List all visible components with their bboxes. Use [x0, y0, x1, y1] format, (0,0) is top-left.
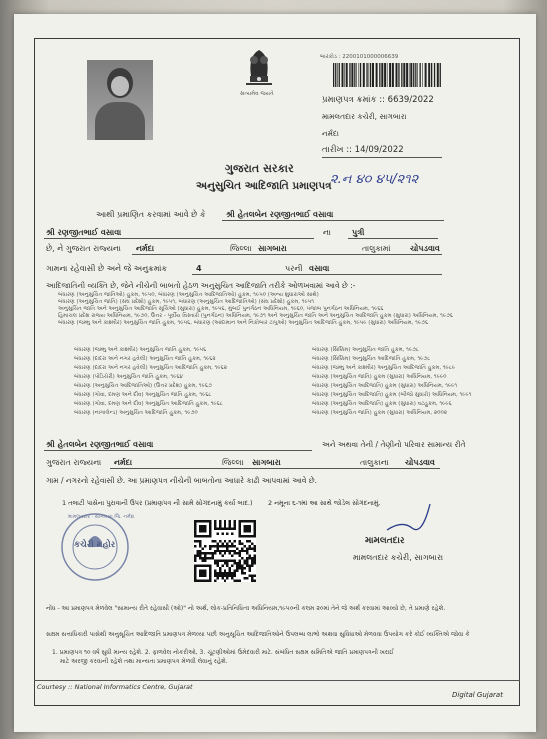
residence-taluka-label: તાલુકાના	[360, 458, 389, 467]
order-item: બંધારણ (અનુસુચિત જાતિ) (સંઘ પ્રદેશો) હુકમ, ૧૯૫૧, બંધારણ (અનુસુચિત આદિજાતિઓ) (સંઘ પ્રદેશો) હુકમ, ૧૯૫૧	[58, 299, 315, 305]
entry-mid: પરની	[285, 264, 303, 273]
basis-item-2: 2 નમૂના ૬-૧માં આ સાથે જોડેલ સોગંદનામું.	[268, 499, 381, 507]
issuing-office: મામલતદાર કચેરી, સાગબારા	[322, 112, 407, 121]
order-item: બંધારણ (ગોવા, દમણ અને દીવ) અનુસુચિત જાતિ હુકમ, ૧૯૬૮	[74, 392, 212, 398]
declared-line: આદિજાતિની વ્યક્તિ છે, જેને નીચેની બાબતો હેઠળ અનુસુચિત આદિજાતિ તરીકે ઓળખવામાં આવે છે :-	[46, 281, 356, 290]
residence-taluka: સાગબારા	[252, 458, 281, 467]
footer-divider	[34, 680, 520, 681]
photo-body	[95, 102, 145, 140]
order-item: બંધારણ (દાદરા અને નગર હવેલી) અનુસુચિત આદિજાતિ હુકમ, ૧૯૬૨	[74, 365, 227, 371]
order-item: બંધારણ (અનુસુચિત આદિજાતિ) હુકમ (સુધારા) વટહુકમ, ૧૯૯૬	[312, 401, 452, 407]
barcode-icon	[333, 63, 443, 87]
barcode-number: બારકોડ : 2200101000006639	[320, 54, 399, 60]
residence-state-prefix: ગુજરાત રાજ્યના	[46, 458, 102, 467]
taluka-value: સાગબારા	[258, 244, 287, 253]
note-3: 1. પ્રમાણપત્ર ૧૦ વર્ષ સુધી માન્ય રહેશે. 2. ફાળવેલ નોકરીઓ, 3. ચૂંટણીઓમાં ઉમેદવારી માટે. સંબંધિત સક્ષમ સમિતિએ જાતિ પ્રમાણપત્રની ખરાઈ	[52, 649, 394, 656]
entry-number: 4	[196, 264, 202, 273]
state-underline	[132, 254, 442, 255]
photo-face	[111, 76, 129, 96]
district-label: જિલ્લા	[230, 244, 252, 253]
district-name: નર્મદા	[322, 129, 339, 138]
order-item: હિમાચલ પ્રદેશ રાજ્ય અધિનિયમ, ૧૯૭૦, ઉત્તર - પૂર્વીય વિસ્તારો (પુનર્ગઠન) અધિનિયમ, ૧૯૭૧ અને અનુસુચિત જાતિ અને અનુસુચિત આદિજાતિ હુકમ (સુધારા) અધિનિયમ, ૧૯૭૬	[58, 313, 454, 319]
entry-underline	[192, 274, 442, 275]
note-1: નોંધ - આ પ્રમાણપત્ર મેળવેલ "સામાન્ય રીતે રહેવાસી (ઓ)" નો અર્થ, લોક-પ્રતિનિધિત્વ અધિનિયમ,૧૯૫૦ની કલમ ૨૦માં તેને જે અર્થ કરવામાં આવ્યો છે, તે પ્રમાણે રહેશે.	[46, 605, 446, 612]
father-underline	[44, 238, 314, 239]
residence-closing: ગામ / નગરનો રહેવાસી છે. આ પ્રમાણપત્ર નીચેની બાબતોના આધારે કાઢી આપવામાં આવે છે.	[46, 476, 318, 485]
order-item: બંધારણ (પોંડિચેરી) અનુસુચિત જાતિ હુકમ, ૧૯૬૪	[74, 374, 183, 380]
order-item: બંધારણ (સિક્કિમ) અનુસુચિત જાતિ હુકમ, ૧૯૭૮	[312, 347, 419, 353]
stamp-ring-text: મામલતદાર · સાગબારા જિ. નર્મદા	[68, 514, 135, 520]
issue-date: તારીખ :: 14/09/2022	[322, 145, 404, 155]
order-item: બંધારણ (ગોવા, દમણ અને દીવ) અનુસુચિત આદિજાતિ હુકમ, ૧૯૬૮	[74, 401, 223, 407]
order-item: બંધારણ (અનુસુચિત જાતિ) હુકમ (સુધારા) અધિનિયમ, ૨૦૦૨	[312, 410, 447, 416]
state-district: નર્મદા	[136, 244, 155, 253]
orders-top-list	[58, 292, 498, 327]
order-item: બંધારણ (નાગાલેન્ડ) અનુસુચિત આદિજાતિ હુકમ, ૧૯૭૦	[74, 410, 198, 416]
relation-underline	[348, 238, 438, 239]
holder-underline	[222, 220, 444, 221]
signature-scribble: ૨.ન ૪૦ ૪૫/૨૧૨	[330, 172, 419, 187]
residence-district: નર્મદા	[114, 458, 133, 467]
order-item: બંધારણ (અનુસુચિત આદિજાતિઓ) (ઉત્તર પ્રદેશ) હુકમ, ૧૯૬૭	[74, 383, 212, 389]
order-item: બંધારણ (અનુસુચિત આદિજાતિ) હુકમ (સુધારા) અધિનિયમ, ૧૯૯૧	[312, 383, 458, 389]
orders-right-list	[312, 346, 512, 418]
taluka-label: તાલુકામાં	[362, 244, 391, 253]
order-item: બંધારણ (જમ્મુ અને કાશ્મીર) અનુસુચિત જાતિ હુકમ, ૧૯૫૬	[74, 347, 207, 353]
government-title: ગુજરાત સરકાર	[225, 162, 294, 175]
residence-name: શ્રી હેતલબેન રણજીતભાઈ વસાવા	[46, 440, 154, 449]
tribe-name: વસાવા	[309, 264, 330, 273]
residence-name-underline	[44, 450, 312, 451]
order-item: બંધારણ (અનુસુચિત આદિજાતિ) હુકમ (બીજો સુધારો) અધિનિયમ, ૧૯૯૧	[312, 392, 472, 398]
order-item: બંધારણ (જમ્મુ અને કાશ્મીર) અનુસુચિત જાતિ હુકમ, ૧૯૫૬, બંધારણ (આંદામાન અને નિકોબાર ટાપુઓ) અનુસુચિત આદિજાતિ હુકમ, ૧૯૫૯ (સુધારા) અધિનિયમ, ૧૯૭૬	[58, 320, 429, 326]
order-item: અનુસુચિત જાતિ અને અનુસુચિત આદિજાતિ સૂચિઓ (સુધારા) હુકમ, ૧૯૫૬, મુંબઈ પુનર્ગઠન અધિનિયમ, ૧૯૬૦, પંજાબ પુનર્ગઠન અધિનિયમ, ૧૯૬૬	[58, 306, 384, 312]
note-4: માટે અરજી કરવાની રહેશે તથા માન્યતા પ્રમાણપત્ર મેળવી લેવાનું રહેશે.	[60, 658, 228, 665]
stamp-office: કચેરી મહોર	[74, 540, 116, 550]
basis-item-1: 1 તલાટી પાસેના પુરાવાની ઉપર (પ્રમાણપત્ર ની સામે સોગંદનામું કર્યા બાદ.)	[62, 499, 253, 507]
relation: પુત્રી	[352, 228, 365, 237]
certificate-title: અનુસુચિત આદિજાતિ પ્રમાણપત્ર	[196, 180, 332, 192]
footer-brand: Digital Gujarat	[452, 691, 503, 699]
residence-and-family: અને અથવા તેની / તેણીનો પરિવાર સામાન્ય રીતે	[322, 440, 466, 449]
state-prefix: છે, ને ગુજરાત રાજ્યના	[46, 244, 121, 253]
order-item: બંધારણ (દાદરા અને નગર હવેલી) અનુસુચિત જાતિ હુકમ, ૧૯૬૨	[74, 356, 216, 362]
signature-icon	[382, 500, 432, 540]
order-item: બંધારણ (જમ્મુ અને કાશ્મીર) અનુસુચિત આદિજાતિ હુકમ, ૧૯૮૯	[312, 365, 456, 371]
orders-left-list	[74, 346, 274, 418]
certify-intro: આથી પ્રમાણિત કરવામાં આવે છે કે	[96, 210, 206, 219]
date-underline	[322, 157, 442, 158]
holder-name: શ્રી હેતલબેન રણજીતભાઈ વસાવા	[226, 210, 334, 219]
residence-district-label: જિલ્લા	[222, 458, 244, 467]
note-2: સક્ષમ સત્તાધિકારી પાસેથી અનુસૂચિત આદિજાતિ પ્રમાણપત્ર મેળવ્યા પછી અનુસૂચિત આદિજાતિઓને ઉપલબ્ધ લાભો અથવા સુવિધાઓ મેળવવા ઉપયોગ કરે કોઈ વ્યક્તિએ જોવા કે	[46, 631, 470, 638]
qr-code-icon	[194, 520, 256, 582]
order-item: બંધારણ (અનુસુચિત જાતિ) હુકમ (સુધારા) અધિનિયમ, ૧૯૯૦	[312, 374, 447, 380]
order-item: બંધારણ (અનુસુચિત જાતિઓ) હુકમ, ૧૯૫૦, બંધારણ (અનુસુચિત આદિજાતિઓ) હુકમ, ૧૯૫૦ (અન્ય શુધારાઓ સાથે)	[58, 292, 319, 298]
holder-photo	[87, 60, 153, 140]
entry-prefix: ગામના રહેવાસી છે અને જે અનુક્રમાંક	[46, 264, 168, 273]
relation-prefix: ના	[323, 228, 331, 237]
signatory-office: મામલતદાર કચેરી, સાગબારા	[353, 553, 444, 562]
emblem-caption: સત્યમેવ જયતે	[240, 91, 274, 97]
village-name: ચોપડવાવ	[410, 244, 440, 253]
residence-underline	[110, 468, 440, 469]
order-item: બંધારણ (સિક્કિમ) અનુસુચિત આદિજાતિ હુકમ, ૧૯૭૮	[312, 356, 431, 362]
father-name: શ્રી રણજીતભાઈ વસાવા	[46, 228, 122, 237]
footer-courtesy: Courtesy :: National Informatics Centre, Gujarat	[37, 683, 193, 691]
signatory-title: મામલતદાર	[365, 536, 405, 546]
residence-village: ચોપડવાવ	[405, 458, 435, 467]
certificate-number: પ્રમાણપત્ર ક્રમાંક :: 6639/2022	[322, 95, 434, 105]
